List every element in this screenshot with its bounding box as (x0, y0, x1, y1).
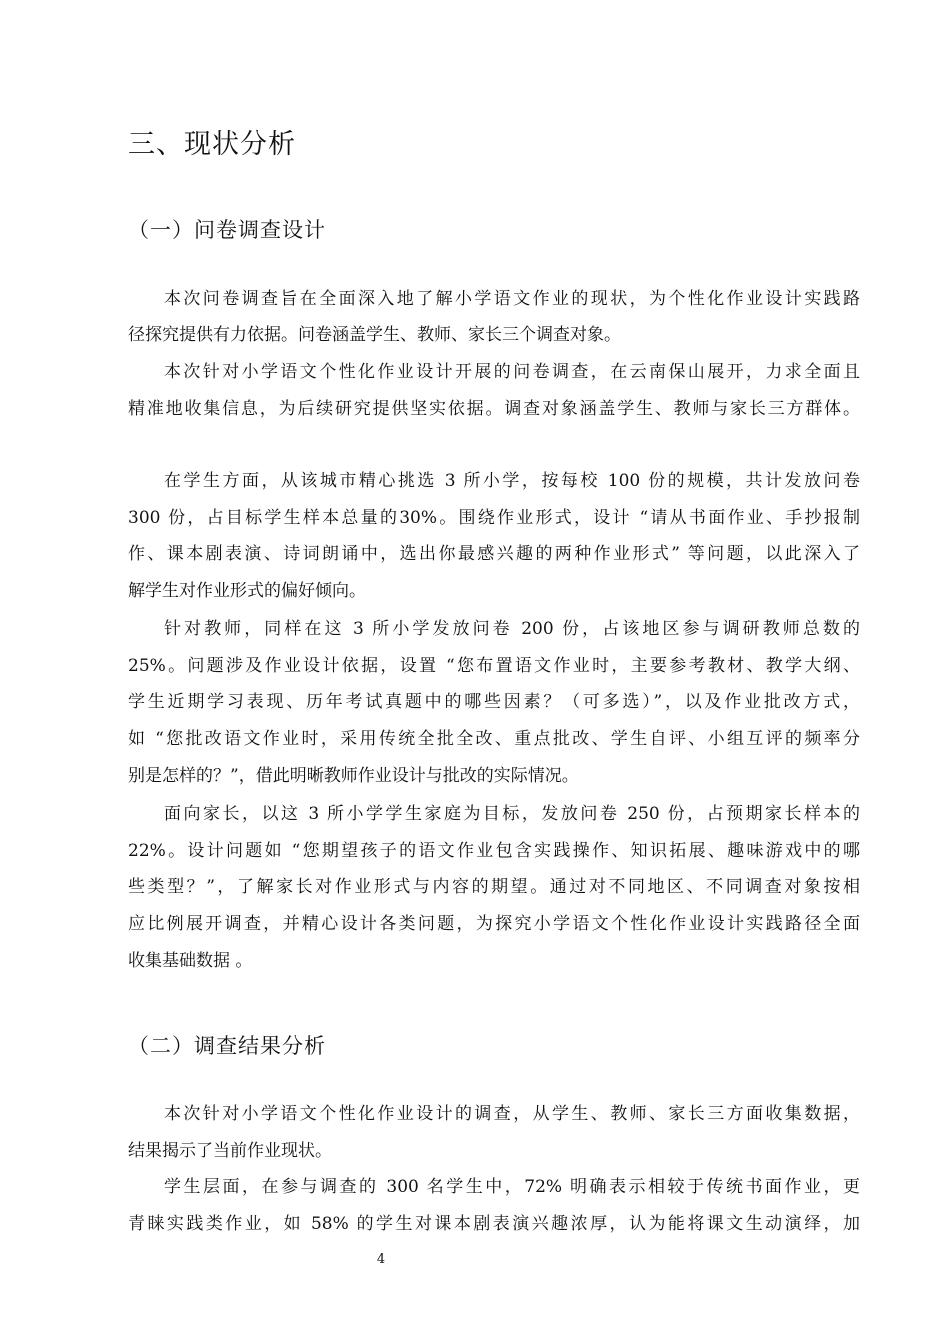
paragraph-line: 别是怎样的？”，借此明晰教师作业设计与批改的实际情况。 (128, 766, 579, 786)
paragraph-line: 些类型？”，了解家长对作业形式与内容的期望。通过对不同地区、不同调查对象按相 (128, 877, 860, 897)
paragraph-line: 本次针对小学语文个性化作业设计开展的问卷调查，在云南保山展开，力求全面且 (164, 362, 860, 382)
paragraph-line: 本次问卷调查旨在全面深入地了解小学语文作业的现状，为个性化作业设计实践路 (164, 289, 860, 309)
paragraph-line: 作、课本剧表演、诗词朗诵中，选出你最感兴趣的两种作业形式” 等问题，以此深入了 (128, 544, 860, 564)
subsection-heading-results-analysis: （二）调查结果分析 (128, 1034, 326, 1058)
section-heading: 三、现状分析 (128, 129, 296, 160)
paragraph-line: 学生近期学习表现、历年考试真题中的哪些因素？（可多选）”，以及作业批改方式， (128, 692, 860, 712)
paragraph-line: 22%。设计问题如 “您期望孩子的语文作业包含实践操作、知识拓展、趣味游戏中的哪 (128, 841, 860, 861)
paragraph-line: 面向家长，以这 3 所小学学生家庭为目标，发放问卷 250 份，占预期家长样本的 (164, 804, 860, 824)
paragraph-line: 结果揭示了当前作业现状。 (128, 1141, 332, 1161)
page-number: 4 (376, 1252, 386, 1267)
paragraph-line: 学生层面，在参与调查的 300 名学生中，72% 明确表示相较于传统书面作业，更 (164, 1177, 860, 1197)
subsection-heading-questionnaire-design: （一）问卷调查设计 (128, 218, 326, 242)
paragraph-line: 青睐实践类作业，如 58% 的学生对课本剧表演兴趣浓厚，认为能将课文生动演绎，加 (128, 1214, 860, 1234)
paragraph-line: 解学生对作业形式的偏好倾向。 (128, 581, 366, 601)
paragraph-line: 收集基础数据 。 (128, 951, 253, 971)
paragraph-line: 300 份，占目标学生样本总量的30%。围绕作业形式，设计 “请从书面作业、手抄报制 (128, 508, 860, 528)
paragraph-line: 精准地收集信息，为后续研究提供坚实依据。调查对象涵盖学生、教师与家长三方群体。 (128, 399, 860, 419)
paragraph-line: 本次针对小学语文个性化作业设计的调查，从学生、教师、家长三方面收集数据， (164, 1104, 860, 1124)
paragraph-line: 如 “您批改语文作业时，采用传统全批全改、重点批改、学生自评、小组互评的频率分 (128, 729, 860, 749)
paragraph-line: 应比例展开调查，并精心设计各类问题，为探究小学语文个性化作业设计实践路径全面 (128, 914, 860, 934)
paragraph-line: 针对教师，同样在这 3 所小学发放问卷 200 份，占该地区参与调研教师总数的 (164, 619, 860, 639)
paragraph-line: 在学生方面，从该城市精心挑选 3 所小学，按每校 100 份的规模，共计发放问卷 (164, 471, 860, 491)
paragraph-line: 25%。问题涉及作业设计依据，设置 “您布置语文作业时，主要参考教材、教学大纲、 (128, 656, 860, 676)
paragraph-line: 径探究提供有力依据。问卷涵盖学生、教师、家长三个调查对象。 (128, 325, 621, 345)
